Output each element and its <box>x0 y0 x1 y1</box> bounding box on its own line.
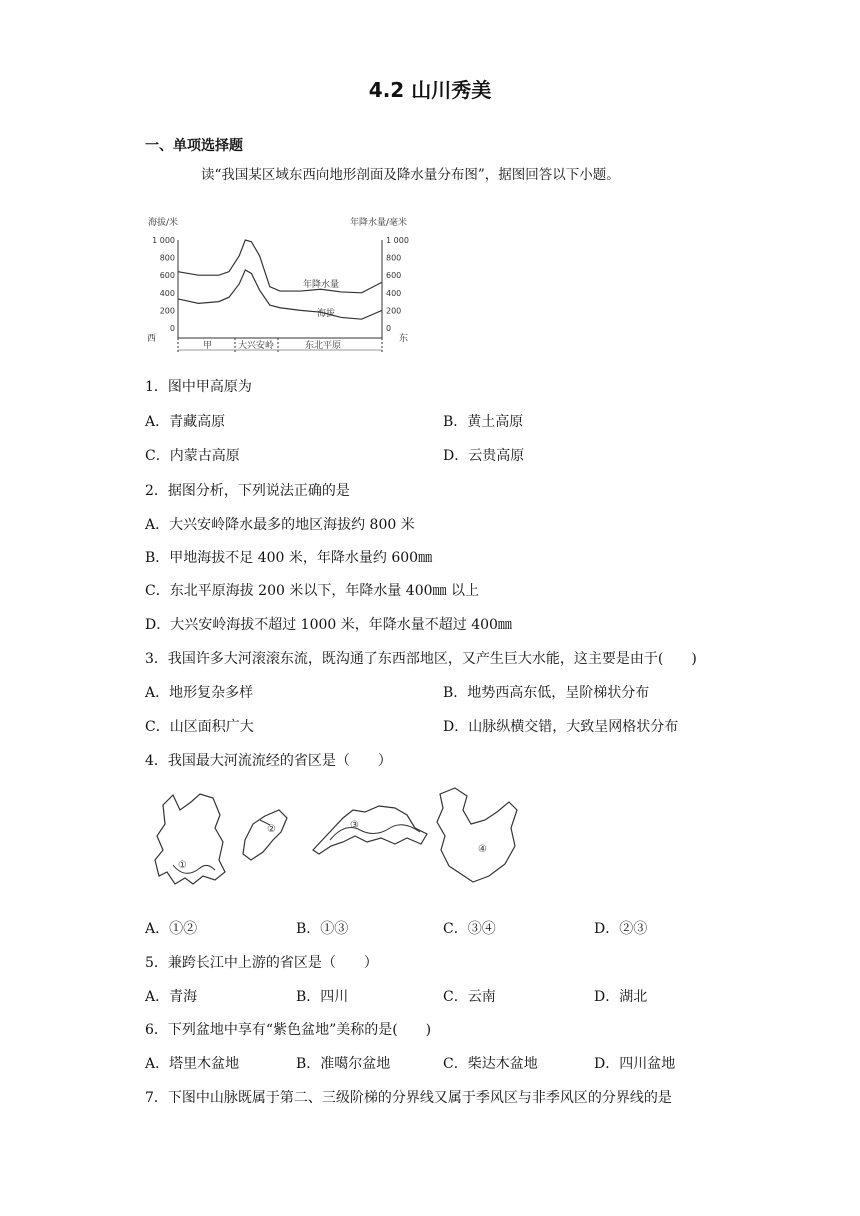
question-4-option-a[interactable]: A．①② <box>145 921 198 937</box>
series-label-elevation: 海拔 <box>317 309 336 319</box>
y-tick-right: 400 <box>386 288 402 298</box>
question-7-stem: 7．下图中山脉既属于第二、三级阶梯的分界线又属于季风区与非季风区的分界线的是 <box>145 1090 672 1106</box>
province-map-2 <box>243 810 287 860</box>
question-3-stem: 3．我国许多大河滚滚东流，既沟通了东西部地区，又产生巨大水能，这主要是由于( ) <box>145 651 697 667</box>
question-2-option-d[interactable]: D．大兴安岭海拔不超过 1000 米，年降水量不超过 400㎜ <box>145 617 512 633</box>
map-label-2: ② <box>267 824 276 835</box>
y-tick-right: 600 <box>386 271 402 281</box>
series-label-precip: 年降水量 <box>303 280 340 290</box>
question-6-option-a[interactable]: A．塔里木盆地 <box>145 1056 240 1072</box>
chart-east-label: 东 <box>399 334 409 344</box>
question-3-option-a[interactable]: A．地形复杂多样 <box>145 685 254 701</box>
elevation-line <box>178 270 382 319</box>
province-outline-maps <box>145 780 545 900</box>
page-title: 4.2 山川秀美 <box>368 78 492 102</box>
question-1-option-b[interactable]: B．黄土高原 <box>443 414 524 430</box>
question-6-stem: 6．下列盆地中享有“紫色盆地”美称的是( ) <box>145 1022 432 1038</box>
chart-left-axis-label: 海拔/米 <box>148 218 179 228</box>
region-label-jia: 甲 <box>203 341 213 351</box>
question-1-option-a[interactable]: A．青藏高原 <box>145 414 226 430</box>
question-4-stem: 4．我国最大河流流经的省区是（ ） <box>145 753 392 769</box>
question-4-option-b[interactable]: B．①③ <box>296 921 349 937</box>
question-5-option-d[interactable]: D．湖北 <box>594 989 648 1005</box>
question-1-stem: 1．图中甲高原为 <box>145 379 252 395</box>
y-tick-right: 200 <box>386 306 402 316</box>
y-tick-left: 200 <box>159 306 175 316</box>
y-tick-left: 600 <box>159 271 175 281</box>
question-2-stem: 2．据图分析，下列说法正确的是 <box>145 483 350 499</box>
y-tick-left: 800 <box>159 253 175 263</box>
question-6-option-c[interactable]: C．柴达木盆地 <box>443 1056 538 1072</box>
question-2-option-a[interactable]: A．大兴安岭降水最多的地区海拔约 800 米 <box>145 517 415 533</box>
region-label-daxinganling: 大兴安岭 <box>238 341 275 351</box>
question-2-option-c[interactable]: C．东北平原海拔 200 米以下，年降水量 400㎜ 以上 <box>145 583 479 599</box>
y-tick-right: 0 <box>386 324 392 333</box>
question-5-option-c[interactable]: C．云南 <box>443 989 496 1005</box>
question-6-option-d[interactable]: D．四川盆地 <box>594 1056 676 1072</box>
question-2-option-b[interactable]: B．甲地海拔不足 400 米，年降水量约 600㎜ <box>145 550 433 566</box>
question-5-option-b[interactable]: B．四川 <box>296 989 349 1005</box>
question-4-option-d[interactable]: D．②③ <box>594 921 648 937</box>
province-map-4 <box>437 788 517 882</box>
precipitation-line <box>178 240 382 293</box>
question-3-option-d[interactable]: D．山脉纵横交错，大致呈网格状分布 <box>443 719 679 735</box>
chart-west-label: 西 <box>147 334 157 344</box>
map-label-1: ① <box>178 860 187 871</box>
y-tick-left: 400 <box>159 288 175 298</box>
question-3-option-c[interactable]: C．山区面积广大 <box>145 719 254 735</box>
chart-right-axis-label: 年降水量/毫米 <box>350 218 408 228</box>
region-label-northeast-plain: 东北平原 <box>305 341 342 351</box>
map-label-4: ④ <box>478 844 487 855</box>
question-5-stem: 5．兼跨长江中上游的省区是（ ） <box>145 955 378 971</box>
province-map-1 <box>155 794 225 884</box>
map-label-3: ③ <box>350 820 359 831</box>
y-tick-left: 0 <box>169 324 175 333</box>
question-5-option-a[interactable]: A．青海 <box>145 989 198 1005</box>
question-6-option-b[interactable]: B．准噶尔盆地 <box>296 1056 391 1072</box>
question-3-option-b[interactable]: B．地势西高东低，呈阶梯状分布 <box>443 685 650 701</box>
y-tick-right: 800 <box>386 253 402 263</box>
question-1-option-d[interactable]: D．云贵高原 <box>443 448 525 464</box>
province-map-3 <box>313 806 427 854</box>
y-tick-left: 1 000 <box>152 236 175 245</box>
intro-text: 读“我国某区域东西向地形剖面及降水量分布图”，据图回答以下小题。 <box>201 167 620 183</box>
question-4-option-c[interactable]: C．③④ <box>443 921 496 937</box>
question-1-option-c[interactable]: C．内蒙古高原 <box>145 448 240 464</box>
y-tick-right: 1 000 <box>386 236 409 245</box>
section-heading: 一、单项选择题 <box>145 138 243 154</box>
terrain-precipitation-chart <box>145 210 415 360</box>
